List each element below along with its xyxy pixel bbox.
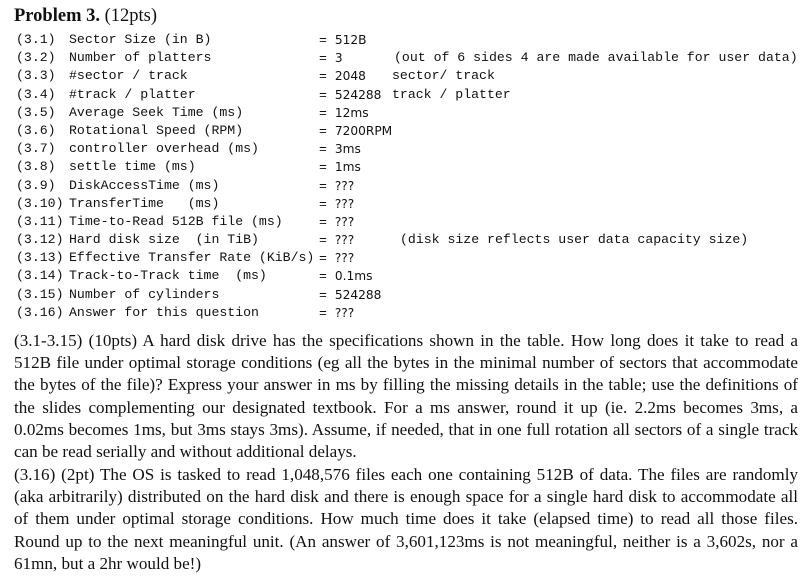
spec-row-value-text: 1ms	[334, 160, 361, 175]
spec-row-number: (3.3)	[16, 68, 56, 84]
spec-row-value-text: 524288	[334, 287, 382, 302]
spec-row	[16, 49, 800, 67]
spec-row	[16, 31, 800, 49]
spec-row-value-text: ???	[334, 178, 355, 193]
spec-row-number: (3.12)	[16, 232, 64, 248]
spec-row	[16, 104, 800, 122]
spec-row-number: (3.1)	[16, 32, 56, 47]
spec-row-label: Hard disk size (in TiB)	[69, 232, 259, 248]
spec-row-value-text: 3ms	[334, 142, 361, 157]
spec-row-value-text: 3	[334, 51, 343, 66]
spec-row-value-text: ???	[334, 214, 355, 229]
spec-row-value	[319, 231, 354, 250]
equals-sign: =	[319, 233, 335, 249]
spec-row-number: (3.4)	[16, 86, 56, 102]
spec-row-value-text: 7200RPM	[334, 123, 393, 138]
spec-row-value	[319, 67, 366, 86]
spec-row-value	[319, 140, 361, 159]
equals-sign: =	[319, 196, 335, 212]
equals-sign: =	[319, 160, 335, 176]
spec-row	[16, 249, 800, 267]
equals-sign: =	[319, 287, 335, 303]
spec-row-value-text: ???	[334, 251, 355, 266]
spec-row-number: (3.15)	[16, 286, 64, 302]
spec-row-value	[319, 31, 366, 50]
spec-row-label: Answer for this question	[69, 304, 259, 320]
spec-row-value	[319, 249, 354, 268]
equals-sign: =	[319, 105, 335, 121]
spec-row-label: controller overhead (ms)	[69, 141, 259, 157]
spec-row-number: (3.2)	[16, 50, 56, 66]
spec-row-value-text: ???	[334, 233, 355, 248]
spec-row-note: (disk size reflects user data capacity size)	[400, 232, 749, 248]
spec-row-label: #sector / track	[69, 68, 188, 84]
spec-row	[16, 177, 800, 195]
equals-sign: =	[319, 142, 335, 158]
equals-sign: =	[319, 305, 335, 321]
spec-row-value	[319, 49, 343, 68]
spec-row-number: (3.6)	[16, 122, 56, 138]
spec-row-value	[319, 158, 361, 177]
spec-row	[16, 195, 800, 213]
spec-row-label: Average Seek Time (ms)	[69, 104, 244, 120]
spec-row-number: (3.5)	[16, 104, 56, 120]
spec-row-value-text: 2048	[334, 69, 366, 84]
spec-row-label: Rotational Speed (RPM)	[69, 122, 244, 138]
spec-row-value	[319, 213, 354, 232]
spec-row-label: Effective Transfer Rate (KiB/s)	[69, 250, 315, 266]
equals-sign: =	[319, 33, 335, 48]
spec-row-number: (3.9)	[16, 177, 56, 193]
spec-row-value	[319, 86, 381, 105]
equals-sign: =	[319, 123, 335, 139]
equals-sign: =	[319, 251, 335, 267]
spec-row-number: (3.7)	[16, 141, 56, 157]
problem-title	[14, 6, 157, 27]
spec-row-number: (3.14)	[16, 268, 64, 284]
spec-row-label: Number of cylinders	[69, 286, 220, 302]
spec-row-value-text: ???	[334, 196, 355, 211]
spec-table	[16, 31, 800, 322]
spec-row-value-text: 524288	[334, 87, 382, 102]
spec-row	[16, 267, 800, 285]
spec-row	[16, 86, 800, 104]
equals-sign: =	[319, 51, 335, 67]
spec-row-label: DiskAccessTime (ms)	[69, 177, 220, 193]
spec-row-note: sector/ track	[392, 68, 495, 84]
question-paragraph-2: (3.16) (2pt) The OS is tasked to read 1,048,576 files each one containing 512B of data. The files are randomly (aka arbitrarily) distributed on the hard disk and there is enough space for a single hard disk to accommodate all of them under optimal storage conditions. How much time does it take (elapsed time) to read all those files. Round up to the next meaningful unit. (An answer of 3,601,123ms is not meaningful, neither is a 3,602s, nor a 61mn, but a 2hr would be!)	[14, 465, 798, 573]
equals-sign: =	[319, 214, 335, 230]
problem-heading: Problem 3.	[14, 6, 100, 26]
spec-row-label: Sector Size (in B)	[69, 32, 212, 47]
spec-row	[16, 67, 800, 85]
spec-row-value-text: ???	[334, 305, 355, 320]
spec-row-number: (3.13)	[16, 250, 64, 266]
spec-row-value	[319, 177, 354, 196]
spec-row	[16, 304, 800, 322]
equals-sign: =	[319, 178, 335, 194]
spec-row-value	[319, 267, 372, 286]
spec-row-value	[319, 122, 392, 141]
spec-row-value-text: 12ms	[334, 105, 369, 120]
spec-row-number: (3.16)	[16, 304, 64, 320]
spec-row-label: settle time (ms)	[69, 159, 196, 175]
question-paragraph-1: (3.1-3.15) (10pts) A hard disk drive has the specifications shown in the table. How long does it take to read a 512B file under optimal storage conditions (eg all the bytes in the minimal number of sectors that accommodate the bytes of the file)? Express your answer in ms by filling the missing details in the table; use the definitions of the slides complementing our designated textbook. For a ms answer, round it up (ie. 2.2ms becomes 3ms, a 0.02ms becomes 1ms, but 3ms stays 3ms). Assume, if needed, that in one full rotation all sectors of a single track can be read serially and without additional delays.	[14, 331, 798, 462]
spec-row-number: (3.11)	[16, 213, 64, 229]
spec-row-note: track / platter	[392, 86, 511, 102]
spec-row-label: Number of platters	[69, 50, 212, 66]
spec-row-value	[319, 286, 381, 305]
equals-sign: =	[319, 269, 335, 285]
spec-row-value-text: 0.1ms	[334, 269, 373, 284]
spec-row-label: #track / platter	[69, 86, 196, 102]
spec-row-number: (3.8)	[16, 159, 56, 175]
spec-row	[16, 158, 800, 176]
spec-row-number: (3.10)	[16, 195, 64, 211]
spec-row	[16, 286, 800, 304]
spec-row-label: Time-to-Read 512B file (ms)	[69, 213, 283, 229]
spec-row-value	[319, 195, 354, 214]
spec-row-value-text: 512B	[334, 33, 367, 47]
equals-sign: =	[319, 69, 335, 85]
equals-sign: =	[319, 87, 335, 103]
spec-row-note: (out of 6 sides 4 are made available for user data)	[394, 50, 798, 66]
spec-row	[16, 140, 800, 158]
spec-row-value	[319, 304, 354, 323]
spec-row-label: TransferTime (ms)	[69, 195, 220, 211]
spec-row	[16, 213, 800, 231]
spec-row	[16, 122, 800, 140]
spec-row-value	[319, 104, 369, 123]
spec-row-label: Track-to-Track time (ms)	[69, 268, 267, 284]
problem-points: (12pts)	[104, 6, 158, 26]
spec-row	[16, 231, 800, 249]
